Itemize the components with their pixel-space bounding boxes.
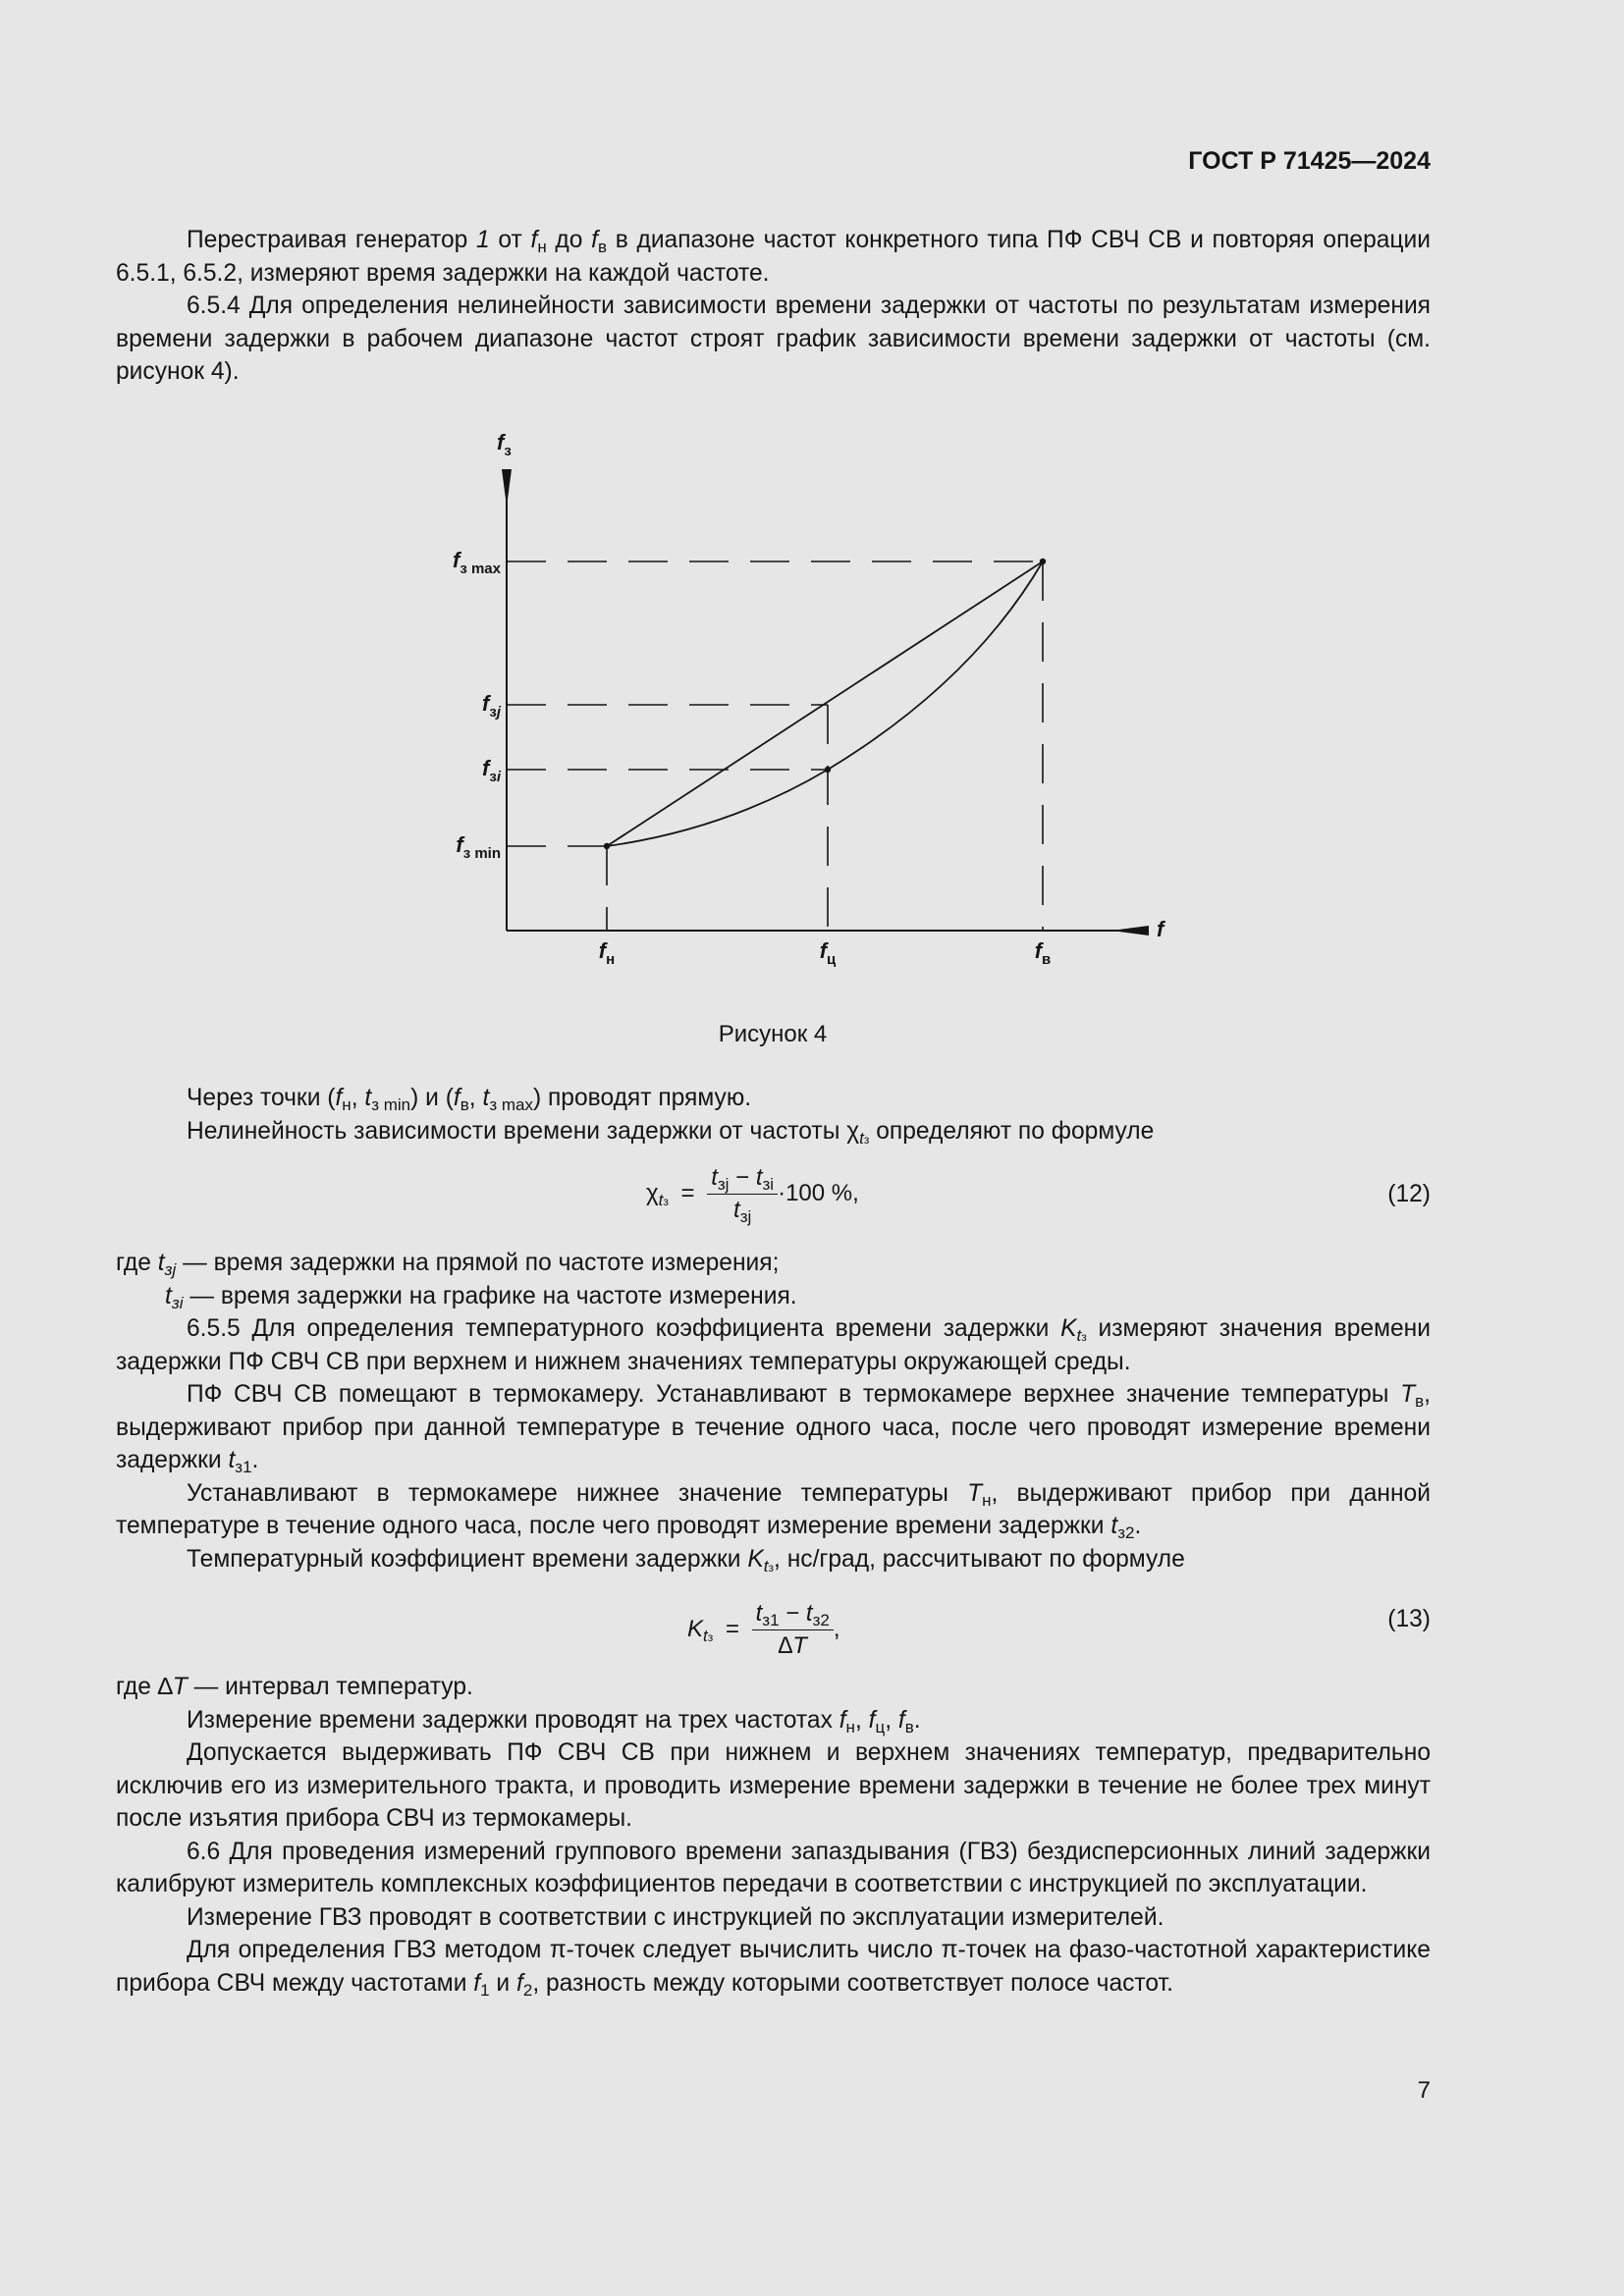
figure-caption: Рисунок 4 (718, 1021, 828, 1047)
paragraph-thermochamber-lower: Устанавливают в термокамере нижнее значение температуры $T_н$, выдерживают прибор при данной температуре в течение одного часа, после чего проводят измерение времени задержки $t_{з2}$. (116, 1479, 1431, 1542)
x-tick-fc: $f_ц$ (819, 938, 837, 968)
equation-number-13: (13) (1387, 1606, 1431, 1632)
y-tick-fj: $f_зj$ (482, 691, 501, 721)
formula-12: $\chi_{tз}$ = $\frac{t_{зj} - t_{зi}}{t_{зj}}$ ·100 %, (646, 1164, 859, 1226)
straight-line (607, 561, 1043, 846)
x-axis-label: f (1157, 917, 1164, 941)
where-item-2: $t_{зi}$ — время задержки на графике на частоте измерения. (165, 1282, 797, 1312)
intro-paragraph-1: Перестраивая генератор 1 от $f_н$ до $f_в$ в диапазоне частот конкретного типа ПФ СВЧ СВ и повторяя операции 6.5.1, 6.5.2, измеряют время задержки на каждой частоте. (116, 227, 1431, 287)
point-fmin (604, 843, 610, 849)
intro-paragraph-2: 6.5.4 Для определения нелинейности зависимости времени задержки от частоты по результатам измерения времени задержки в рабочем диапазоне частот строят график зависимости времени задержки от частоты (см. рисунок 4). (116, 293, 1431, 385)
page-number: 7 (1417, 2077, 1431, 2104)
where-item-1: где $t_{зj}$ — время задержки на прямой по частоте измерения; (116, 1250, 780, 1279)
paragraph-6-5-5: 6.5.5 Для определения температурного коэффициента времени задержки $K_{tз}$ измеряют значения времени задержки ПФ СВЧ СВ при верхнем и нижнем значениях температуры окружающей среды. (116, 1315, 1431, 1375)
x-tick-fv: $f_в$ (1034, 938, 1052, 968)
y-tick-fmin: $f_{з min}$ (456, 832, 501, 862)
through-points-line: Через точки ($f_н$, $t_{з min}$) и ($f_в$, $t_{з max}$) проводят прямую. (187, 1085, 752, 1114)
y-tick-fmax: $f_{з max}$ (453, 548, 501, 577)
nonlinearity-line: Нелинейность зависимости времени задержки от частоты $\chi_{tз}$ определяют по формуле (187, 1117, 1155, 1148)
intro-block (116, 224, 1431, 389)
paragraph-temp-coefficient: Температурный коэффициент времени задержки $K_{tз}$, нс/град, рассчитывают по формуле (187, 1545, 1185, 1575)
paragraph-gvz-measure: Измерение ГВЗ проводят в соответствии с инструкцией по эксплуатации измерителей. (187, 1903, 1164, 1931)
x-tick-fn: $f_н$ (598, 938, 616, 968)
formula-13: $K_{tз}$ = $\frac{t_{з1} - t_{з2}}{\Delta T}$ , (687, 1600, 840, 1659)
equation-number-12: (12) (1387, 1181, 1431, 1207)
point-fmax (1040, 559, 1046, 564)
document-code: ГОСТ Р 71425—2024 (1188, 147, 1431, 175)
point-fi (825, 767, 831, 773)
text-after-figure (116, 1082, 1431, 1148)
y-axis-label: $f_з$ (497, 430, 512, 459)
where-12 (116, 1247, 1431, 1575)
paragraph-allowed: Допускается выдерживать ПФ СВЧ СВ при нижнем и верхнем значениях температур, предварительно исключив его из измерительного тракта, и проводить измерение времени задержки в течение не более трех минут после изъятия прибора СВЧ из термокамеры. (116, 1739, 1431, 1832)
figure-4-chart (422, 422, 1198, 982)
paragraph-three-frequencies: Измерение времени задержки проводят на трех частотах $f_н$, $f_ц$, $f_в$. (187, 1706, 921, 1736)
paragraph-thermochamber-upper: ПФ СВЧ СВ помещают в термокамеру. Устанавливают в термокамере верхнее значение температуры $T_в$, выдерживают прибор при данной температуре в течение одного часа, после чего проводят измерение времени задержки $t_{з1}$. (116, 1381, 1431, 1476)
where-13: где ∆T — интервал температур. (116, 1674, 473, 1700)
paragraph-6-6: 6.6 Для проведения измерений группового времени запаздывания (ГВЗ) бездисперсионных линий задержки калибруют измеритель комплексных коэффициентов передачи в соответствии с инструкцией по эксплуатации. (116, 1838, 1431, 1897)
guide-lines (507, 561, 1043, 931)
paragraph-pi-points: Для определения ГВЗ методом π-точек следует вычислить число π-точек на фазо-частотной характеристике прибора СВЧ между частотами $f_1$ и $f_2$, разность между которыми соответствует полосе частот. (116, 1937, 1431, 2000)
closing-text (116, 1671, 1431, 2000)
y-tick-fi: $f_зi$ (482, 756, 501, 785)
